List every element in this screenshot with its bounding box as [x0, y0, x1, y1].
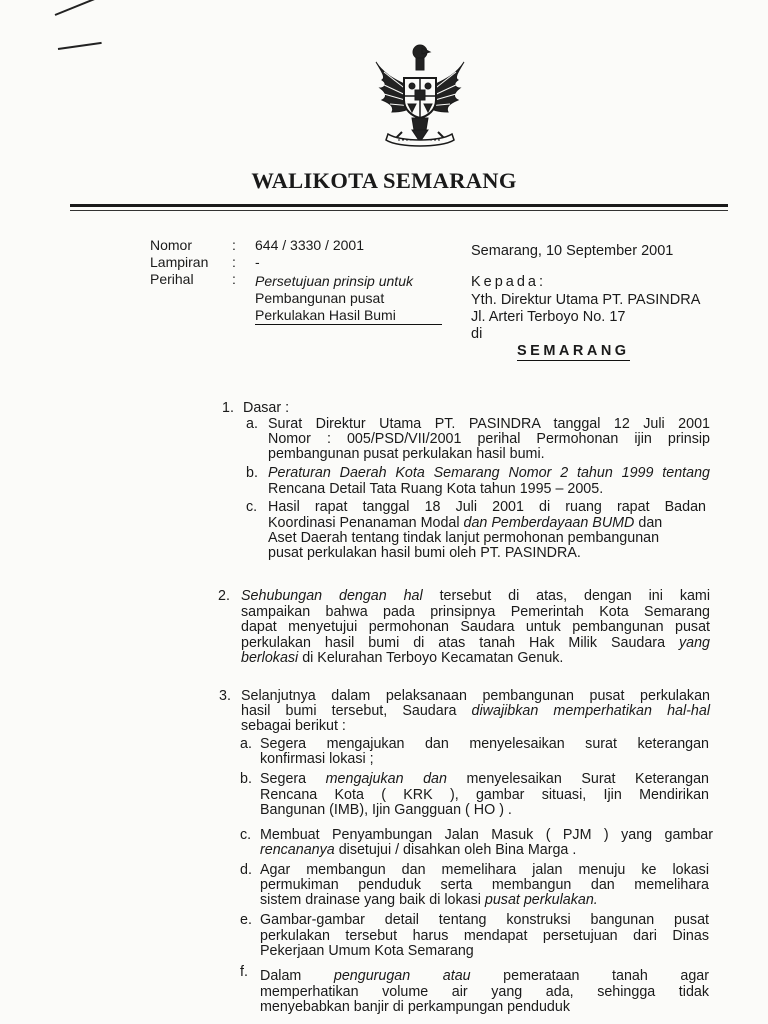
- item-mark: a.: [246, 416, 258, 432]
- item-mark: c.: [246, 499, 258, 515]
- perihal-label: Perihal: [150, 271, 194, 287]
- recipient-line: Yth. Direktur Utama PT. PASINDRA: [471, 292, 701, 308]
- paragraph-line: Rencana Detail Tata Ruang Kota tahun 1995 – 2005.: [268, 481, 604, 497]
- header-divider: [70, 210, 728, 211]
- section-title: Dasar :: [243, 400, 290, 416]
- item-mark: a.: [240, 736, 252, 752]
- kepada-label: Kepada:: [471, 274, 547, 290]
- section-number: 2.: [218, 588, 230, 604]
- paragraph-line: memperhatikan volume air yang ada, sehingga tidak: [260, 984, 709, 1000]
- perihal-line: Persetujuan prinsip untuk: [255, 273, 413, 289]
- paragraph-line: berlokasi di Kelurahan Terboyo Kecamatan Genuk.: [241, 650, 564, 666]
- colon: :: [232, 254, 236, 270]
- scan-mark: [55, 0, 98, 16]
- perihal-line: Perkulakan Hasil Bumi: [255, 307, 442, 325]
- paragraph-line: Koordinasi Penanaman Modal dan Pemberdayaan BUMD dan: [268, 515, 663, 531]
- paragraph-line: Gambar-gambar detail tentang konstruksi bangunan pusat: [260, 912, 709, 928]
- paragraph-line: Rencana Kota ( KRK ), gambar situasi, Ijin Mendirikan: [260, 787, 709, 803]
- paragraph-line: sistem drainase yang baik di lokasi pusat perkulakan.: [260, 892, 598, 908]
- item-mark: f.: [240, 964, 248, 980]
- paragraph-line: menyebabkan banjir di perkampungan penduduk: [260, 999, 570, 1015]
- recipient-city: SEMARANG: [517, 343, 630, 359]
- paragraph-line: Nomor : 005/PSD/VII/2001 perihal Permohonan ijin prinsip: [268, 431, 710, 447]
- paragraph-line: perkulakan hasil bumi di atas tanah Hak Milik Saudara yang: [241, 635, 710, 651]
- lampiran-value: -: [255, 254, 260, 270]
- header-divider: [70, 204, 728, 207]
- paragraph-line: hasil bumi tersebut, Saudara diwajibkan memperhatikan hal-hal: [241, 703, 710, 719]
- nomor-value: 644 / 3330 / 2001: [255, 237, 364, 253]
- item-mark: e.: [240, 912, 252, 928]
- paragraph-line: Surat Direktur Utama PT. PASINDRA tanggal 12 Juli 2001: [268, 416, 710, 432]
- colon: :: [232, 271, 236, 287]
- paragraph-line: dapat menyetujui permohonan Saudara untuk pembangunan pusat: [241, 619, 710, 635]
- paragraph-line: Peraturan Daerah Kota Semarang Nomor 2 tahun 1999 tentang: [268, 465, 710, 481]
- paragraph-line: sebagai berikut :: [241, 718, 346, 734]
- colon: :: [232, 237, 236, 253]
- item-mark: b.: [246, 465, 258, 481]
- paragraph-line: Agar membangun dan memelihara jalan menuju ke lokasi: [260, 862, 709, 878]
- paragraph-line: Segera mengajukan dan menyelesaikan Surat Keterangan: [260, 771, 709, 787]
- section-number: 3.: [219, 688, 231, 704]
- item-mark: c.: [240, 827, 252, 843]
- paragraph-line: pembangunan pusat perkulakan hasil bumi.: [268, 446, 545, 462]
- letterhead-title: WALIKOTA SEMARANG: [251, 168, 517, 193]
- paragraph-line: Sehubungan dengan hal tersebut di atas, dengan ini kami: [241, 588, 711, 604]
- paragraph-line: konfirmasi lokasi ;: [260, 751, 374, 767]
- paragraph-line: Bangunan (IMB), Ijin Gangguan ( HO ) .: [260, 802, 512, 818]
- paragraph-line: sampaikan bahwa pada prinsipnya Pemerintah Kota Semarang: [241, 604, 710, 620]
- paragraph-line: Membuat Penyambungan Jalan Masuk ( PJM ) yang gambar: [260, 827, 713, 843]
- item-mark: b.: [240, 771, 252, 787]
- garuda-emblem-icon: [372, 38, 468, 150]
- lampiran-label: Lampiran: [150, 254, 209, 270]
- paragraph-line: permukiman penduduk serta membangun dan memelihara: [260, 877, 709, 893]
- paragraph-line: Segera mengajukan dan menyelesaikan surat keterangan: [260, 736, 709, 752]
- place-date: Semarang, 10 September 2001: [471, 243, 674, 259]
- paragraph-line: Dalam pengurugan atau pemerataan tanah agar: [260, 968, 709, 984]
- section-number: 1.: [222, 400, 234, 416]
- perihal-line: Pembangunan pusat: [255, 290, 385, 306]
- paragraph-line: perkulakan tersebut harus mendapat persetujuan dari Dinas: [260, 928, 709, 944]
- recipient-line: Jl. Arteri Terboyo No. 17: [471, 309, 626, 325]
- paragraph-line: Aset Daerah tentang tindak lanjut permohonan pembangunan: [268, 530, 660, 546]
- paragraph-line: Hasil rapat tanggal 18 Juli 2001 di ruang rapat Badan: [268, 499, 706, 515]
- paragraph-line: rencananya disetujui / disahkan oleh Bina Marga .: [260, 842, 577, 858]
- paragraph-line: Pekerjaan Umum Kota Semarang: [260, 943, 474, 959]
- recipient-di: di: [471, 326, 483, 342]
- item-mark: d.: [240, 862, 252, 878]
- scan-mark: [58, 42, 102, 50]
- paragraph-line: pusat perkulakan hasil bumi oleh PT. PASINDRA.: [268, 545, 581, 561]
- nomor-label: Nomor: [150, 237, 193, 253]
- paragraph-line: Selanjutnya dalam pelaksanaan pembangunan pusat perkulakan: [241, 688, 710, 704]
